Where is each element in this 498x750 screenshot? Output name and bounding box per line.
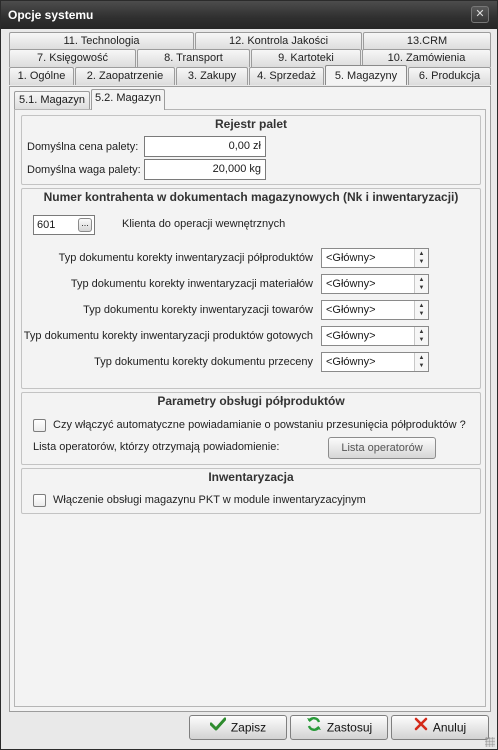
tab-magazyny[interactable]: 5. Magazyny [325, 65, 407, 85]
doc-type-semi-products-value: <Główny> [326, 252, 376, 264]
magazyny-panel [9, 86, 491, 712]
doc-type-finished-products-label: Typ dokumentu korekty inwentaryzacji produktów gotowych [23, 330, 313, 342]
close-button[interactable]: ✕ [471, 6, 489, 23]
doc-type-finished-products-value: <Główny> [326, 330, 376, 342]
doc-type-repricing-value: <Główny> [326, 356, 376, 368]
doc-type-finished-products-select[interactable] [321, 326, 429, 346]
doc-type-materials-select[interactable] [321, 274, 429, 294]
dialog-button-bar [1, 712, 497, 749]
subtab-magazyn-5-1[interactable]: 5.1. Magazyn [14, 91, 90, 109]
pallet-weight-input[interactable]: 20,000 kg [144, 159, 266, 180]
tab-crm[interactable]: 13.CRM [363, 32, 491, 50]
subtab-magazyn-5-2[interactable]: 5.2. Magazyn [91, 89, 165, 110]
resize-grip[interactable] [485, 737, 495, 747]
spin-arrows-icon[interactable]: ▲ ▼ [414, 353, 428, 371]
spin-arrows-icon[interactable]: ▲ ▼ [414, 327, 428, 345]
client-internal-label: Klienta do operacji wewnętrznych [122, 218, 286, 230]
pkt-inventory-label: Włączenie obsługi magazynu PKT w module inwentaryzacyjnym [53, 494, 366, 506]
pallet-weight-label: Domyślna waga palety: [27, 164, 141, 176]
contractor-code-input[interactable] [33, 215, 95, 235]
apply-button[interactable] [290, 715, 388, 740]
doc-type-goods-label: Typ dokumentu korekty inwentaryzacji towarów [83, 304, 313, 316]
doc-type-materials-value: <Główny> [326, 278, 376, 290]
pkt-inventory-checkbox[interactable] [33, 494, 46, 507]
operators-list-button[interactable]: Lista operatorów [328, 437, 436, 459]
doc-type-goods-select[interactable] [321, 300, 429, 320]
spin-arrows-icon[interactable]: ▲ ▼ [414, 275, 428, 293]
contractor-title: Numer kontrahenta w dokumentach magazynowych (Nk i inwentaryzacji) [43, 190, 459, 204]
tab-produkcja[interactable]: 6. Produkcja [408, 67, 491, 85]
tab-zamowienia[interactable]: 10. Zamówienia [362, 49, 491, 67]
tab-row-1 [9, 32, 493, 50]
pallet-price-label: Domyślna cena palety: [27, 141, 139, 153]
refresh-icon [306, 716, 322, 740]
semi-products-group [21, 392, 481, 465]
contractor-group [21, 188, 481, 389]
x-icon [414, 716, 428, 739]
tab-ksiegowosc[interactable]: 7. Księgowość [9, 49, 136, 67]
save-label: Zapisz [230, 720, 267, 735]
save-button[interactable] [189, 715, 287, 740]
spin-arrows-icon[interactable]: ▲ ▼ [414, 249, 428, 267]
tab-kartoteki[interactable]: 9. Kartoteki [251, 49, 361, 67]
tab-row-2 [9, 49, 493, 67]
doc-type-repricing-select[interactable] [321, 352, 429, 372]
contractor-lookup-button[interactable]: ... [78, 218, 92, 232]
title-bar [1, 1, 497, 29]
inventory-group [21, 468, 481, 514]
pallet-price-input[interactable]: 0,00 zł [144, 136, 266, 157]
check-icon [210, 716, 226, 739]
tab-sprzedaz[interactable]: 4. Sprzedaż [249, 67, 324, 85]
magazyn-5-2-panel [14, 109, 486, 707]
tab-ogolne[interactable]: 1. Ogólne [9, 67, 74, 85]
doc-type-repricing-label: Typ dokumentu korekty dokumentu przeceny [94, 356, 313, 368]
doc-type-semi-products-label: Typ dokumentu korekty inwentaryzacji półproduktów [58, 252, 313, 264]
auto-notify-checkbox[interactable] [33, 419, 46, 432]
cancel-label: Anuluj [432, 720, 467, 735]
doc-type-goods-value: <Główny> [326, 304, 376, 316]
cancel-button[interactable] [391, 715, 489, 740]
contractor-code-value: 601 [37, 219, 56, 231]
apply-label: Zastosuj [326, 720, 373, 735]
spin-arrows-icon[interactable]: ▲ ▼ [414, 301, 428, 319]
pallet-register-title: Rejestr palet [214, 117, 288, 131]
tab-zakupy[interactable]: 3. Zakupy [176, 67, 248, 85]
pallet-register-group [21, 115, 481, 185]
tab-kontrola-jakosci[interactable]: 12. Kontrola Jakości [195, 32, 362, 50]
tab-zaopatrzenie[interactable]: 2. Zaopatrzenie [75, 67, 175, 85]
window-title: Opcje systemu [8, 8, 94, 22]
semi-products-title: Parametry obsługi półproduktów [157, 394, 345, 408]
tab-transport[interactable]: 8. Transport [137, 49, 250, 67]
tab-row-3 [9, 67, 493, 85]
doc-type-materials-label: Typ dokumentu korekty inwentaryzacji materiałów [70, 278, 313, 290]
operators-list-label: Lista operatorów, którzy otrzymają powiadomienie: [33, 441, 280, 453]
tab-technologia[interactable]: 11. Technologia [9, 32, 194, 50]
inventory-title: Inwentaryzacja [208, 470, 294, 484]
doc-type-semi-products-select[interactable] [321, 248, 429, 268]
auto-notify-label: Czy włączyć automatyczne powiadamianie o powstaniu przesunięcia półproduktów ? [53, 419, 466, 431]
